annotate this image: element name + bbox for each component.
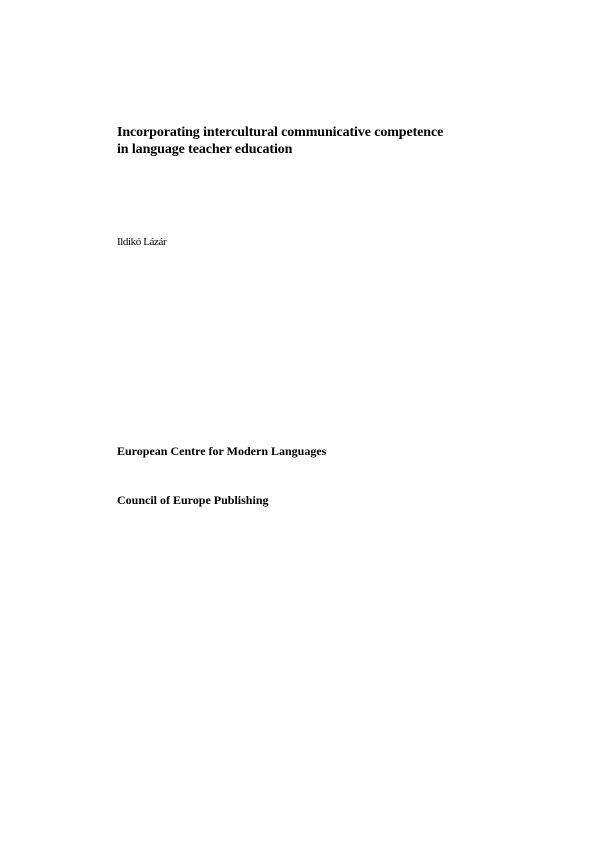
publisher-council-of-europe: Council of Europe Publishing — [117, 493, 269, 507]
document-title-line-2: in language teacher education — [117, 142, 293, 157]
author-name: Ildikó Lázár — [117, 236, 167, 248]
publisher-ecml: European Centre for Modern Languages — [117, 444, 327, 458]
document-title — [117, 124, 537, 158]
document-title-line-1: Incorporating intercultural communicative competence — [117, 125, 444, 140]
